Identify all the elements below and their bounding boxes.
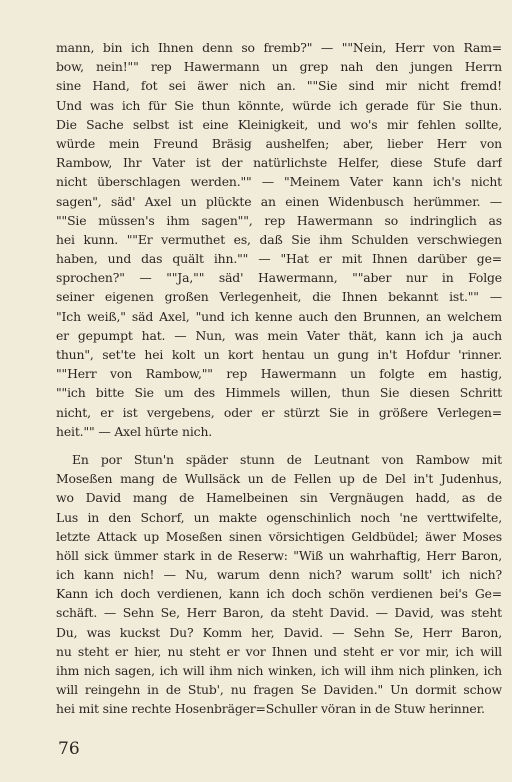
text-line: ""Herr von Rambow,"" rep Hawermann un folgte em hastig, xyxy=(56,366,502,382)
text-line: seiner eigenen großen Verlegenheit, die Ihnen bekannt ist."" — xyxy=(56,289,502,305)
text-line: bow, nein!"" rep Hawermann un grep nah den jungen Herrn xyxy=(56,59,502,75)
text-line: nicht, er ist vergebens, oder er stürzt Sie in größere Verlegen= xyxy=(56,404,502,420)
text-line: würde mein Freund Bräsig aushelfen; aber, lieber Herr von xyxy=(56,135,502,151)
text-line: En por Stun'n späder stunn de Leutnant von Rambow mit xyxy=(72,451,502,467)
text-line: thun", set'te hei kolt un kort hentau un gung in't Hofdur 'rinner. xyxy=(56,347,502,362)
text-line: schäft. — Sehn Se, Herr Baron, da steht David. — David, was steht xyxy=(56,605,502,621)
text-line: Moseßen mang de Wullsäck un de Fellen up de Del in't Judenhus, xyxy=(56,471,502,487)
text-line: er gepumpt hat. — Nun, was mein Vater thät, kann ich ja auch xyxy=(56,327,502,343)
text-line: nu steht er hier, nu steht er vor Ihnen und steht er vor mir, ich will xyxy=(56,643,502,659)
text-line: letzte Attack up Moseßen sinen vörsichtigen Geldbüdel; äwer Moses xyxy=(56,528,502,544)
text-line: Kann ich doch verdienen, kann ich doch schön verdienen bei's Ge= xyxy=(56,586,502,602)
text-line: Rambow, Ihr Vater ist der natürlichste Helfer, diese Stufe darf xyxy=(56,155,502,171)
text-line: "Ich weiß," säd Axel, "und ich kenne auch den Brunnen, an welchem xyxy=(56,308,502,324)
paragraph-2 xyxy=(56,450,502,719)
page-number: 76 xyxy=(58,739,80,759)
text-line: sprochen?" — ""Ja,"" säd' Hawermann, ""aber nur in Folge xyxy=(56,270,502,286)
text-line: heit."" — Axel hürte nich. xyxy=(56,423,213,439)
text-line: mann, bin ich Ihnen denn so fremb?" — ""Nein, Herr von Ram= xyxy=(56,40,502,55)
text-line: sine Hand, fot sei äwer nich an. ""Sie sind mir nicht fremd! xyxy=(56,78,502,94)
text-line: sagen", säd' Axel un plückte an einen Widenbusch herümmer. — xyxy=(56,193,502,209)
text-line: wo David mang de Hamelbeinen sin Vergnäugen hadd, as de xyxy=(56,490,502,506)
text-line: will reingehn in de Stub', nu fragen Se Daviden." Un dormit schow xyxy=(56,682,502,698)
text-line: nicht überschlagen werden."" — "Meinem Vater kann ich's nicht xyxy=(56,174,502,190)
text-line: haben, und das quält ihn."" — "Hat er mit Ihnen darüber ge= xyxy=(56,251,502,267)
text-line: hei kunn. ""Er vermuthet es, daß Sie ihm Schulden verschwiegen xyxy=(56,231,502,247)
paragraph-1 xyxy=(56,38,502,441)
text-line: höll sick ümmer stark in de Reserw: "Wiß un wahrhaftig, Herr Baron, xyxy=(56,547,502,563)
text-line: ihm nich sagen, ich will ihm nich winken, ich will ihm nich plinken, ich xyxy=(56,663,502,678)
text-line: hei mit sine rechte Hosenbräger=Schuller vöran in de Stuw herinner. xyxy=(56,701,485,717)
text-body xyxy=(56,38,502,719)
text-line: ich kann nich! — Nu, warum denn nich? warum sollt' ich nich? xyxy=(56,567,502,583)
text-line: ""Sie müssen's ihm sagen"", rep Hawermann so indringlich as xyxy=(56,212,502,228)
text-line: Du, was kuckst Du? Komm her, David. — Sehn Se, Herr Baron, xyxy=(56,624,502,640)
text-line: ""ich bitte Sie um des Himmels willen, thun Sie diesen Schritt xyxy=(56,385,502,401)
text-line: Und was ich für Sie thun könnte, würde ich gerade für Sie thun. xyxy=(56,97,502,113)
text-line: Lus in den Schorf, un makte ogenschinlich noch 'ne verttwifelte, xyxy=(56,509,502,525)
text-line: Die Sache selbst ist eine Kleinigkeit, und wo's mir fehlen sollte, xyxy=(56,116,502,132)
